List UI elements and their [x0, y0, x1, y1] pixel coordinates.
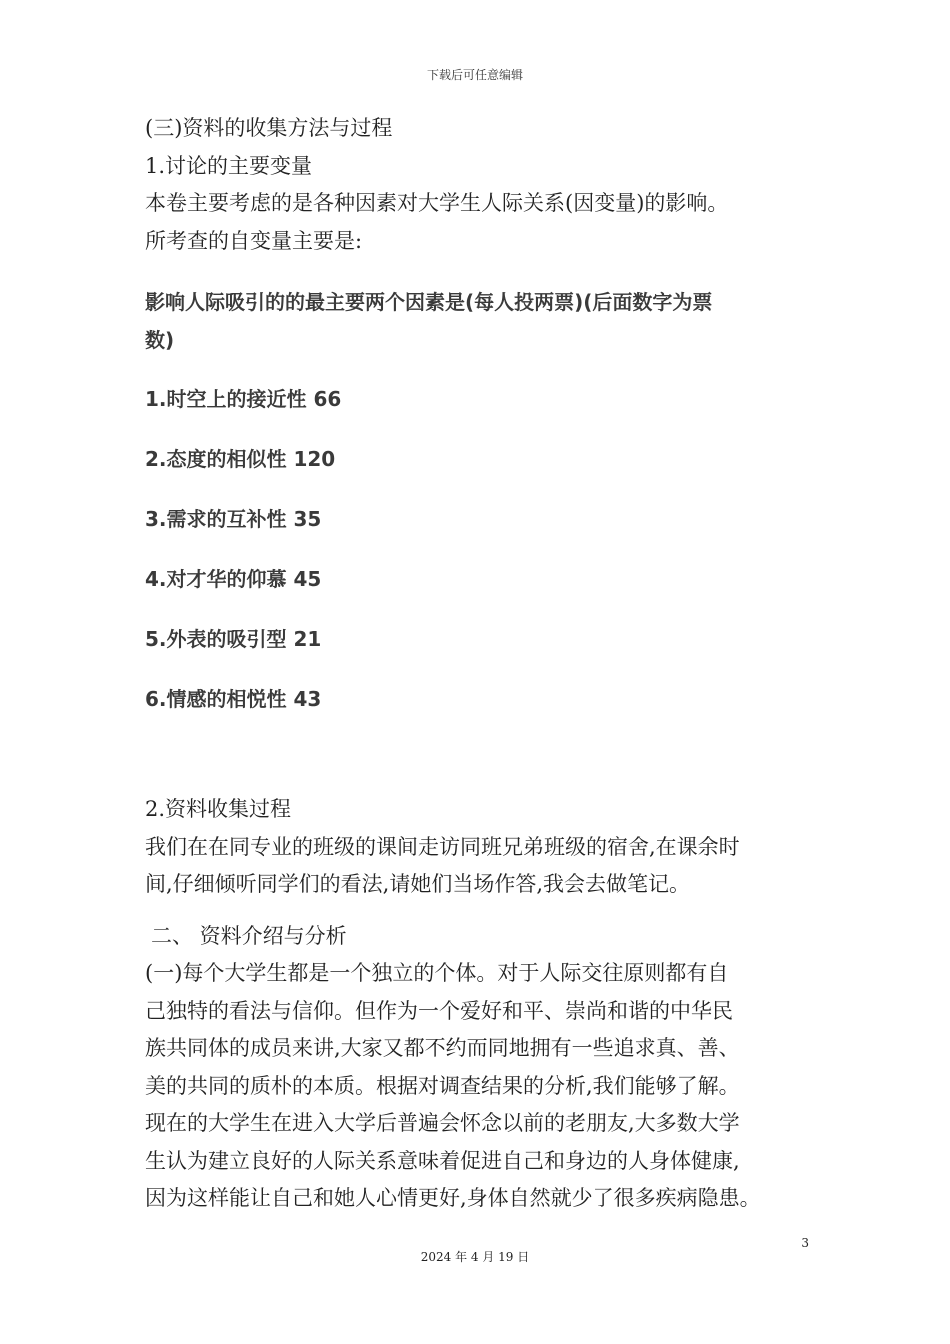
paragraph-line: 我们在在同专业的班级的课间走访同班兄弟班级的宿舍,在课余时 [145, 834, 740, 859]
spacer [145, 904, 825, 918]
paragraph-line: 己独特的看法与信仰。但作为一个爱好和平、崇尚和谐的中华民 [145, 998, 733, 1023]
paragraph-line: 生认为建立良好的人际关系意味着促进自己和身边的人身体健康, [145, 1148, 740, 1173]
poll-question [145, 284, 825, 359]
subsection-heading: 2.资料收集过程 [145, 797, 292, 821]
document-body [145, 110, 825, 1218]
poll-question-line: 数) [145, 327, 175, 352]
section-heading: 二、 资料介绍与分析 [151, 923, 347, 948]
footer-date: 2024 年 4 月 19 日 [420, 1250, 530, 1264]
poll-question-line: 影响人际吸引的的最主要两个因素是(每人投两票)(后面数字为票 [145, 290, 713, 314]
poll-item: 1.时空上的接近性 66 [145, 387, 342, 411]
paragraph-line: 因为这样能让自己和她人心情更好,身体自然就少了很多疾病隐患。 [145, 1186, 761, 1210]
subsection-heading: 1.讨论的主要变量 [145, 153, 313, 178]
paragraph-line: 间,仔细倾听同学们的看法,请她们当场作答,我会去做笔记。 [145, 872, 691, 896]
paragraph-line: 族共同体的成员来讲,大家又都不约而同地拥有一些追求真、善、 [145, 1036, 740, 1060]
paragraph-line: (一)每个大学生都是一个独立的个体。对于人际交往原则都有自 [145, 961, 729, 985]
paragraph-line: 美的共同的质朴的本质。根据对调查结果的分析,我们能够了解。 [145, 1073, 740, 1098]
paragraph: 所考查的自变量主要是: [145, 228, 363, 253]
poll-item: 3.需求的互补性 35 [145, 507, 322, 531]
poll-item: 6.情感的相悦性 43 [145, 687, 322, 711]
spacer [145, 260, 825, 284]
poll-item: 4.对才华的仰慕 45 [145, 567, 322, 591]
page-header: 下载后可任意编辑 [426, 68, 523, 82]
poll-item: 2.态度的相似性 120 [145, 447, 336, 471]
spacer [145, 741, 825, 791]
paragraph: 本卷主要考虑的是各种因素对大学生人际关系(因变量)的影响。 [145, 191, 729, 215]
section-heading: (三)资料的收集方法与过程 [145, 116, 393, 140]
paragraph-line: 现在的大学生在进入大学后普遍会怀念以前的老朋友,大多数大学 [145, 1111, 740, 1135]
poll-item: 5.外表的吸引型 21 [145, 627, 322, 651]
page-number: 3 [801, 1236, 809, 1250]
